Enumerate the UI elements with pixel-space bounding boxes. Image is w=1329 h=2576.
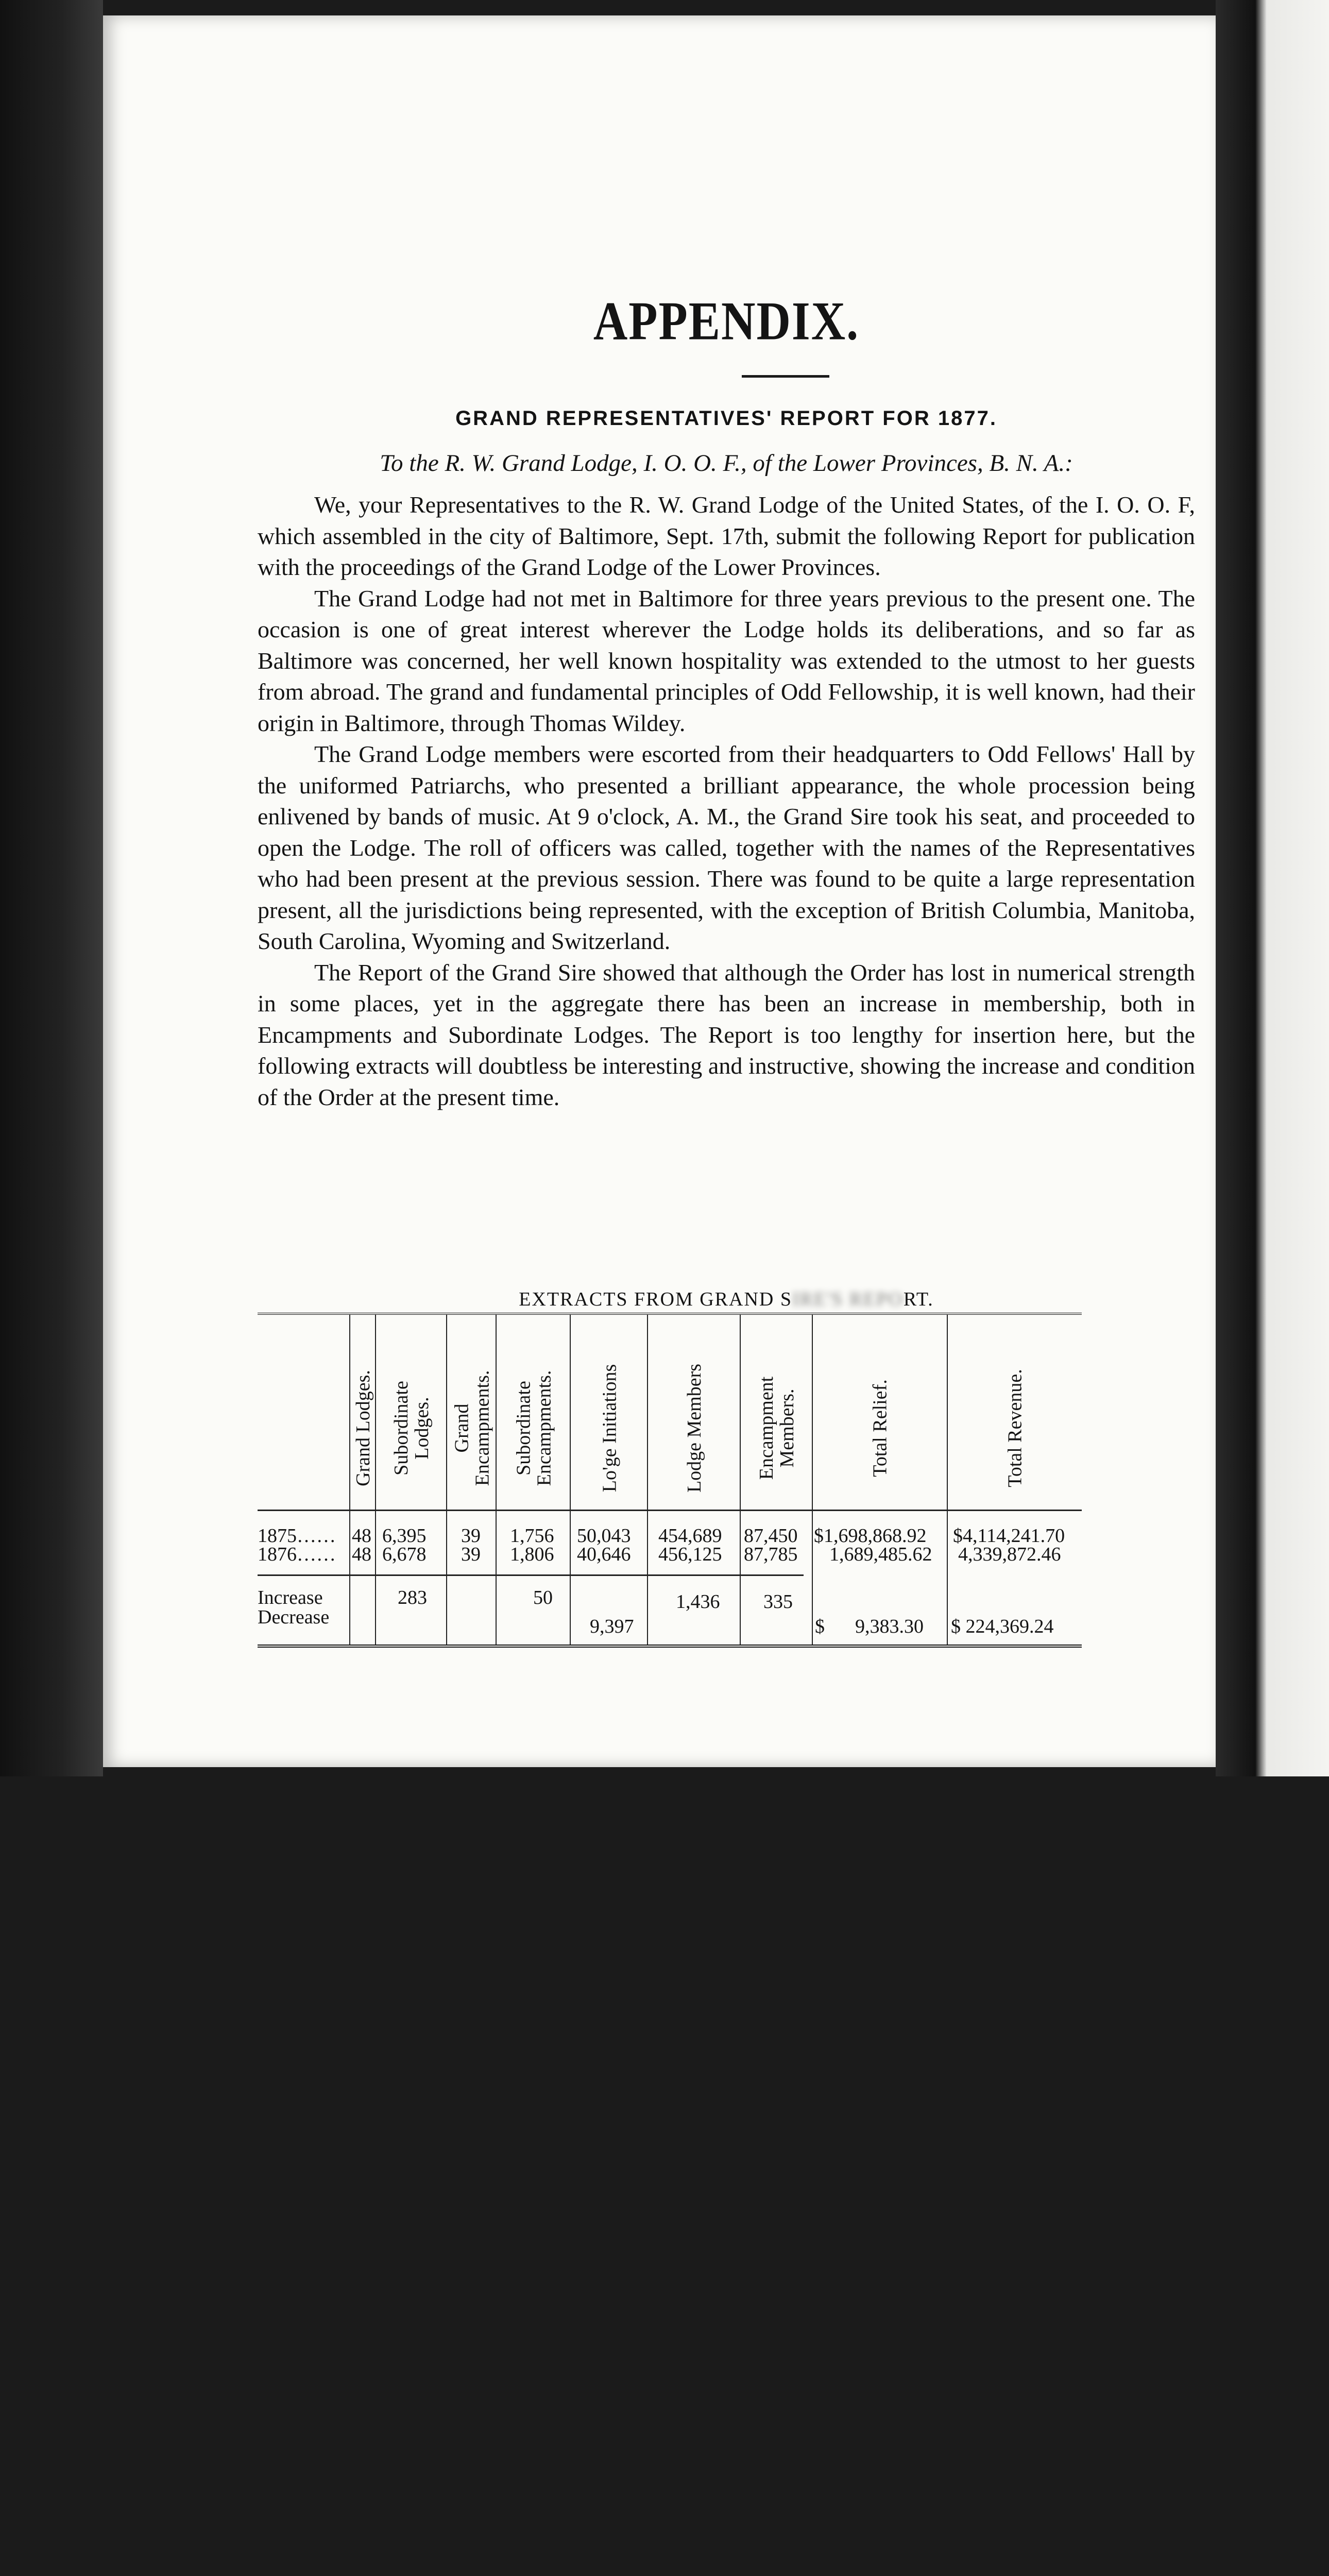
row-1875-sub-lodges: 6,395: [382, 1525, 427, 1547]
report-address: To the R. W. Grand Lodge, I. O. O. F., of the Lower Provinces, B. N. A.:: [380, 450, 1073, 477]
increase-sub-lodges: 283: [398, 1587, 427, 1608]
row-1876-grand-lodges: 48: [352, 1544, 371, 1565]
decrease-initiations: 9,397: [590, 1616, 634, 1637]
header-sub-lodges: Subordinate Lodges.: [390, 1381, 433, 1476]
row-1876-sub-lodges: 6,678: [382, 1544, 427, 1565]
page-gutter: [1216, 0, 1329, 1776]
decrease-relief: 9,383.30: [855, 1616, 924, 1637]
decrease-label: Decrease: [258, 1606, 330, 1628]
row-1875-revenue: $4,114,241.70: [953, 1525, 1065, 1547]
decrease-revenue: $ 224,369.24: [951, 1616, 1054, 1637]
header-sub-encampments: Subordinate Encampments.: [513, 1370, 555, 1486]
paragraph-3: The Grand Lodge members were escorted from their headquarters to Odd Fellows' Hall by the uniformed Patriarchs, who presented a brilliant appearance, the whole procession being enlivened by bands of music. At 9 o'clock, A. M., the Grand Sire took his seat, and proceeded to open the Lodge. The roll of officers was called, together with the names of the Representatives who had been present at the previous session. There was found to be quite a large representation present, all the jurisdictions being represented, with the exception of British Columbia, Manitoba, South Carolina, Wyoming and Switzerland.: [258, 741, 1195, 954]
row-1876-relief: 1,689,485.62: [829, 1544, 932, 1565]
report-body: [258, 489, 1195, 1113]
row-1876-revenue: 4,339,872.46: [958, 1544, 1061, 1565]
table-title-end: RT.: [903, 1289, 934, 1310]
row-1876-initiations: 40,646: [577, 1544, 631, 1565]
row-1876-grand-enc: 39: [461, 1544, 481, 1565]
row-1875-lodge-members: 454,689: [658, 1525, 722, 1547]
table-title-visible: EXTRACTS FROM GRAND S: [519, 1289, 792, 1310]
header-grand-encampments: Grand Encampments.: [451, 1370, 493, 1486]
row-1875-initiations: 50,043: [577, 1525, 631, 1547]
header-encampment-members: Encampment Members.: [756, 1376, 798, 1480]
scan-edge-left: [0, 0, 103, 1776]
decrease-relief-symbol: $: [815, 1616, 825, 1637]
header-lodge-members: Lodge Members: [684, 1363, 706, 1493]
row-1875-grand-enc: 39: [461, 1525, 481, 1547]
title-rule: [742, 375, 829, 378]
page-title: APPENDIX.: [593, 291, 860, 351]
header-rule: [258, 1510, 1082, 1511]
row-1876-year: 1876……: [258, 1544, 336, 1565]
col-grand-encampments: [446, 1315, 497, 1645]
table-title: [258, 1288, 1195, 1311]
paragraph-4: The Report of the Grand Sire showed that although the Order has lost in numerical strength in some places, yet in the aggregate there has been an increase in membership, both in Encampments and Subordinate Lodges. The Report is too lengthy for insertion here, but the following extracts will doubtless be interesting and instructive, showing the increase and condition of the Order at the present time.: [258, 959, 1195, 1110]
increase-label: Increase: [258, 1587, 323, 1608]
table-title-blurred: IRE'S REPO: [792, 1289, 904, 1310]
col-total-revenue: [947, 1315, 1083, 1645]
header-initiations: Lo'ge Initiations: [599, 1364, 620, 1493]
header-grand-lodges: Grand Lodges.: [352, 1370, 374, 1486]
row-1875-relief: $1,698,868.92: [814, 1525, 927, 1547]
extracts-table: [258, 1313, 1082, 1648]
row-1875-grand-lodges: 48: [352, 1525, 371, 1547]
paragraph-1: We, your Representatives to the R. W. Grand Lodge of the United States, of the I. O. O. F, which assembled in the city of Baltimore, Sept. 17th, submit the following Report for publication with the proceedings of the Grand Lodge of the Lower Provinces.: [258, 492, 1195, 580]
row-1875-sub-enc: 1,756: [510, 1525, 554, 1547]
col-initiations: [570, 1315, 648, 1645]
row-1875-year: 1875……: [258, 1525, 336, 1547]
row-1876-enc-members: 87,785: [744, 1544, 798, 1565]
increase-lodge-members: 1,436: [676, 1591, 720, 1613]
row-1876-lodge-members: 456,125: [658, 1544, 722, 1565]
header-total-revenue: Total Revenue.: [1004, 1369, 1026, 1487]
row-1875-enc-members: 87,450: [744, 1525, 798, 1547]
increase-enc-members: 335: [763, 1591, 793, 1613]
row-1876-sub-enc: 1,806: [510, 1544, 554, 1565]
totals-rule: [258, 1574, 804, 1576]
report-heading: GRAND REPRESENTATIVES' REPORT FOR 1877.: [455, 407, 997, 430]
col-grand-lodges: [349, 1315, 376, 1645]
paragraph-2: The Grand Lodge had not met in Baltimore for three years previous to the present one. The occasion is one of great interest wherever the Lodge holds its deliberations, and so far as Baltimore was concerned, her well known hospitality was extended to the utmost to her guests from abroad. The grand and fundamental principles of Odd Fellowship, it is well known, had their origin in Baltimore, through Thomas Wildey.: [258, 585, 1195, 736]
col-total-relief: [812, 1315, 948, 1645]
header-total-relief: Total Relief.: [869, 1379, 891, 1477]
increase-sub-enc: 50: [533, 1587, 553, 1608]
